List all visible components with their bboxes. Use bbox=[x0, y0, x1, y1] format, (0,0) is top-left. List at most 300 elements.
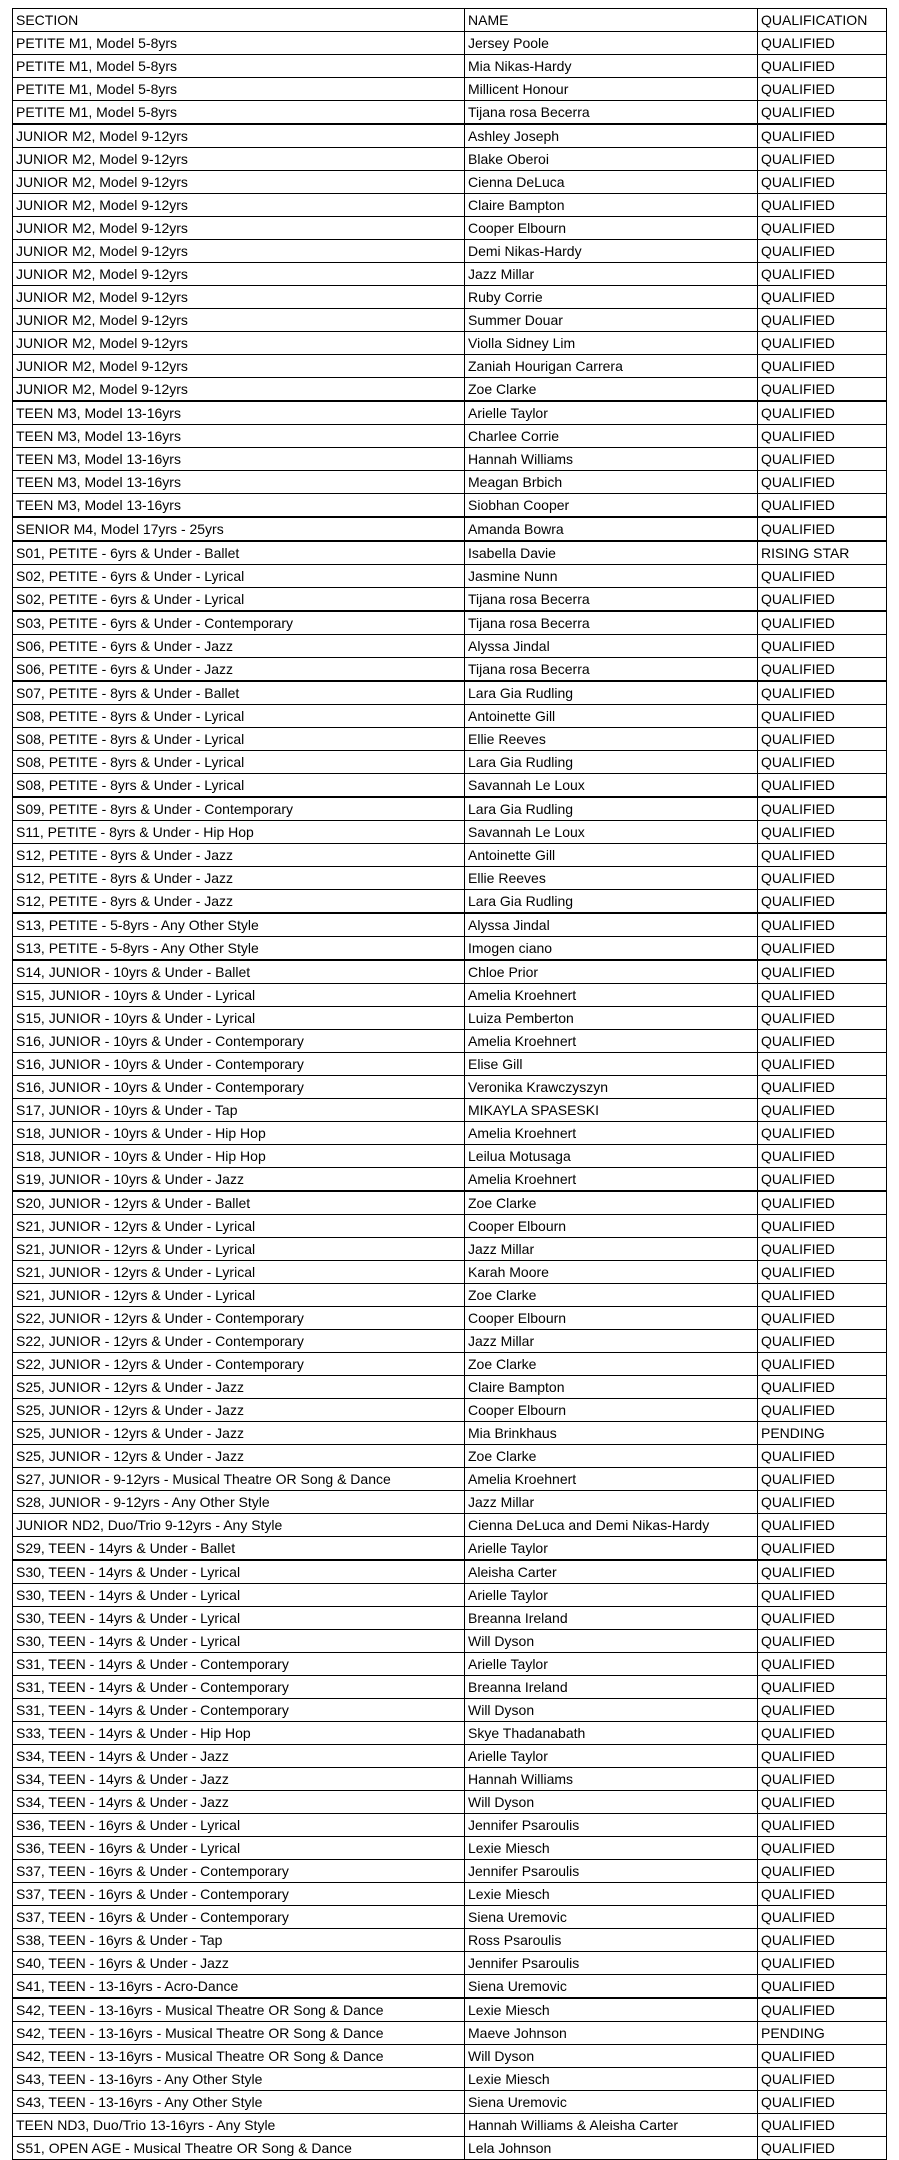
section-cell: S30, TEEN - 14yrs & Under - Lyrical bbox=[13, 1630, 465, 1653]
section-cell: TEEN ND3, Duo/Trio 13-16yrs - Any Style bbox=[13, 2114, 465, 2137]
section-cell: S28, JUNIOR - 9-12yrs - Any Other Style bbox=[13, 1491, 465, 1514]
qualification-cell: QUALIFIED bbox=[758, 1998, 887, 2022]
section-cell: PETITE M1, Model 5-8yrs bbox=[13, 78, 465, 101]
qualification-table bbox=[12, 8, 887, 2160]
table-row bbox=[13, 1145, 887, 1168]
section-cell: S30, TEEN - 14yrs & Under - Lyrical bbox=[13, 1560, 465, 1584]
qualification-cell: QUALIFIED bbox=[758, 844, 887, 867]
table-row bbox=[13, 1307, 887, 1330]
qualification-cell: QUALIFIED bbox=[758, 937, 887, 961]
table-row bbox=[13, 448, 887, 471]
section-column-header: SECTION bbox=[13, 9, 465, 32]
name-cell: Jazz Millar bbox=[465, 263, 758, 286]
section-cell: S42, TEEN - 13-16yrs - Musical Theatre OR Song & Dance bbox=[13, 2022, 465, 2045]
table-row bbox=[13, 867, 887, 890]
table-row bbox=[13, 55, 887, 78]
section-cell: S37, TEEN - 16yrs & Under - Contemporary bbox=[13, 1883, 465, 1906]
section-cell: SENIOR M4, Model 17yrs - 25yrs bbox=[13, 517, 465, 541]
name-cell: Breanna Ireland bbox=[465, 1607, 758, 1630]
table-row bbox=[13, 960, 887, 984]
table-row bbox=[13, 101, 887, 125]
qualification-cell: QUALIFIED bbox=[758, 913, 887, 937]
section-cell: TEEN M3, Model 13-16yrs bbox=[13, 471, 465, 494]
table-row bbox=[13, 1284, 887, 1307]
qualification-cell: QUALIFIED bbox=[758, 1975, 887, 1999]
qualification-cell: QUALIFIED bbox=[758, 1722, 887, 1745]
name-cell: Amelia Kroehnert bbox=[465, 1030, 758, 1053]
name-cell: Savannah Le Loux bbox=[465, 774, 758, 798]
table-row bbox=[13, 1422, 887, 1445]
qualification-cell: QUALIFIED bbox=[758, 1537, 887, 1561]
qualification-cell: QUALIFIED bbox=[758, 705, 887, 728]
name-cell: Jennifer Psaroulis bbox=[465, 1814, 758, 1837]
name-cell: Siena Uremovic bbox=[465, 1906, 758, 1929]
section-cell: S41, TEEN - 13-16yrs - Acro-Dance bbox=[13, 1975, 465, 1999]
section-cell: S08, PETITE - 8yrs & Under - Lyrical bbox=[13, 728, 465, 751]
table-row bbox=[13, 1975, 887, 1999]
table-row bbox=[13, 1537, 887, 1561]
qualification-cell: QUALIFIED bbox=[758, 1145, 887, 1168]
qualification-cell: QUALIFIED bbox=[758, 1860, 887, 1883]
name-cell: Siena Uremovic bbox=[465, 1975, 758, 1999]
section-cell: S15, JUNIOR - 10yrs & Under - Lyrical bbox=[13, 1007, 465, 1030]
name-cell: MIKAYLA SPASESKI bbox=[465, 1099, 758, 1122]
table-row bbox=[13, 263, 887, 286]
qualification-cell: QUALIFIED bbox=[758, 1353, 887, 1376]
section-cell: S34, TEEN - 14yrs & Under - Jazz bbox=[13, 1791, 465, 1814]
section-cell: PETITE M1, Model 5-8yrs bbox=[13, 55, 465, 78]
table-row bbox=[13, 1168, 887, 1192]
qualification-cell: QUALIFIED bbox=[758, 867, 887, 890]
table-row bbox=[13, 401, 887, 425]
name-cell: Lela Johnson bbox=[465, 2137, 758, 2160]
table-row bbox=[13, 681, 887, 705]
qualification-cell: QUALIFIED bbox=[758, 1929, 887, 1952]
qualification-cell: QUALIFIED bbox=[758, 1745, 887, 1768]
section-cell: S03, PETITE - 6yrs & Under - Contemporary bbox=[13, 611, 465, 635]
name-cell: Jennifer Psaroulis bbox=[465, 1952, 758, 1975]
name-cell: Charlee Corrie bbox=[465, 425, 758, 448]
name-cell: Amelia Kroehnert bbox=[465, 1468, 758, 1491]
name-cell: Jazz Millar bbox=[465, 1330, 758, 1353]
qualification-cell: QUALIFIED bbox=[758, 55, 887, 78]
section-cell: S21, JUNIOR - 12yrs & Under - Lyrical bbox=[13, 1238, 465, 1261]
table-row bbox=[13, 1215, 887, 1238]
qualification-cell: QUALIFIED bbox=[758, 1099, 887, 1122]
qualification-cell: QUALIFIED bbox=[758, 1653, 887, 1676]
table-row bbox=[13, 2045, 887, 2068]
qualification-cell: QUALIFIED bbox=[758, 588, 887, 612]
section-cell: S16, JUNIOR - 10yrs & Under - Contemporary bbox=[13, 1076, 465, 1099]
table-row bbox=[13, 1607, 887, 1630]
section-cell: S42, TEEN - 13-16yrs - Musical Theatre OR Song & Dance bbox=[13, 2045, 465, 2068]
name-cell: Hannah Williams bbox=[465, 1768, 758, 1791]
table-row bbox=[13, 1906, 887, 1929]
section-cell: PETITE M1, Model 5-8yrs bbox=[13, 32, 465, 55]
qualification-cell: QUALIFIED bbox=[758, 332, 887, 355]
qualification-cell: QUALIFIED bbox=[758, 2068, 887, 2091]
section-cell: S12, PETITE - 8yrs & Under - Jazz bbox=[13, 844, 465, 867]
name-cell: Antoinette Gill bbox=[465, 705, 758, 728]
qualification-cell: QUALIFIED bbox=[758, 1284, 887, 1307]
name-cell: Jazz Millar bbox=[465, 1238, 758, 1261]
table-row bbox=[13, 425, 887, 448]
section-cell: JUNIOR M2, Model 9-12yrs bbox=[13, 263, 465, 286]
name-cell: Arielle Taylor bbox=[465, 1584, 758, 1607]
section-cell: S20, JUNIOR - 12yrs & Under - Ballet bbox=[13, 1191, 465, 1215]
name-cell: Lexie Miesch bbox=[465, 1998, 758, 2022]
name-cell: Tijana rosa Becerra bbox=[465, 101, 758, 125]
qualification-cell: QUALIFIED bbox=[758, 263, 887, 286]
qualification-cell: QUALIFIED bbox=[758, 1791, 887, 1814]
name-cell: Cienna DeLuca and Demi Nikas-Hardy bbox=[465, 1514, 758, 1537]
table-row bbox=[13, 658, 887, 682]
table-row bbox=[13, 1630, 887, 1653]
qualification-cell: QUALIFIED bbox=[758, 681, 887, 705]
section-cell: S34, TEEN - 14yrs & Under - Jazz bbox=[13, 1768, 465, 1791]
table-row bbox=[13, 78, 887, 101]
qualification-cell: QUALIFIED bbox=[758, 984, 887, 1007]
table-row bbox=[13, 1399, 887, 1422]
table-row bbox=[13, 471, 887, 494]
name-cell: Hannah Williams & Aleisha Carter bbox=[465, 2114, 758, 2137]
table-row bbox=[13, 913, 887, 937]
name-cell: Zoe Clarke bbox=[465, 1191, 758, 1215]
qualification-cell: QUALIFIED bbox=[758, 1906, 887, 1929]
results-document bbox=[12, 8, 887, 2160]
section-cell: JUNIOR M2, Model 9-12yrs bbox=[13, 171, 465, 194]
section-cell: S22, JUNIOR - 12yrs & Under - Contemporary bbox=[13, 1307, 465, 1330]
name-cell: Amelia Kroehnert bbox=[465, 984, 758, 1007]
qualification-cell: QUALIFIED bbox=[758, 355, 887, 378]
section-cell: S08, PETITE - 8yrs & Under - Lyrical bbox=[13, 774, 465, 798]
name-cell: Cooper Elbourn bbox=[465, 217, 758, 240]
section-cell: S16, JUNIOR - 10yrs & Under - Contemporary bbox=[13, 1053, 465, 1076]
name-cell: Ross Psaroulis bbox=[465, 1929, 758, 1952]
table-row bbox=[13, 148, 887, 171]
section-cell: S02, PETITE - 6yrs & Under - Lyrical bbox=[13, 588, 465, 612]
section-cell: S25, JUNIOR - 12yrs & Under - Jazz bbox=[13, 1399, 465, 1422]
name-cell: Ellie Reeves bbox=[465, 867, 758, 890]
name-cell: Blake Oberoi bbox=[465, 148, 758, 171]
section-cell: S40, TEEN - 16yrs & Under - Jazz bbox=[13, 1952, 465, 1975]
qualification-cell: QUALIFIED bbox=[758, 960, 887, 984]
qualification-cell: QUALIFIED bbox=[758, 1261, 887, 1284]
table-row bbox=[13, 751, 887, 774]
section-cell: S15, JUNIOR - 10yrs & Under - Lyrical bbox=[13, 984, 465, 1007]
name-cell: Jazz Millar bbox=[465, 1491, 758, 1514]
qualification-cell: QUALIFIED bbox=[758, 425, 887, 448]
table-row bbox=[13, 2068, 887, 2091]
section-cell: S37, TEEN - 16yrs & Under - Contemporary bbox=[13, 1906, 465, 1929]
section-cell: JUNIOR M2, Model 9-12yrs bbox=[13, 124, 465, 148]
qualification-cell: QUALIFIED bbox=[758, 1053, 887, 1076]
table-row bbox=[13, 1699, 887, 1722]
qualification-cell: QUALIFIED bbox=[758, 240, 887, 263]
section-cell: S13, PETITE - 5-8yrs - Any Other Style bbox=[13, 937, 465, 961]
section-cell: S31, TEEN - 14yrs & Under - Contemporary bbox=[13, 1653, 465, 1676]
name-cell: Maeve Johnson bbox=[465, 2022, 758, 2045]
section-cell: S22, JUNIOR - 12yrs & Under - Contemporary bbox=[13, 1353, 465, 1376]
name-cell: Siena Uremovic bbox=[465, 2091, 758, 2114]
section-cell: S31, TEEN - 14yrs & Under - Contemporary bbox=[13, 1676, 465, 1699]
table-row bbox=[13, 588, 887, 612]
name-cell: Alyssa Jindal bbox=[465, 913, 758, 937]
table-row bbox=[13, 2137, 887, 2160]
qualification-cell: QUALIFIED bbox=[758, 471, 887, 494]
name-cell: Savannah Le Loux bbox=[465, 821, 758, 844]
qualification-cell: QUALIFIED bbox=[758, 821, 887, 844]
qualification-cell: QUALIFIED bbox=[758, 774, 887, 798]
section-cell: S42, TEEN - 13-16yrs - Musical Theatre OR Song & Dance bbox=[13, 1998, 465, 2022]
qualification-cell: QUALIFIED bbox=[758, 611, 887, 635]
name-cell: Will Dyson bbox=[465, 1630, 758, 1653]
name-cell: Imogen ciano bbox=[465, 937, 758, 961]
qualification-cell: QUALIFIED bbox=[758, 751, 887, 774]
qualification-cell: QUALIFIED bbox=[758, 1168, 887, 1192]
table-row bbox=[13, 217, 887, 240]
qualification-cell: QUALIFIED bbox=[758, 2137, 887, 2160]
name-cell: Ashley Joseph bbox=[465, 124, 758, 148]
qualification-cell: QUALIFIED bbox=[758, 1468, 887, 1491]
section-cell: TEEN M3, Model 13-16yrs bbox=[13, 425, 465, 448]
name-cell: Zaniah Hourigan Carrera bbox=[465, 355, 758, 378]
qualification-cell: QUALIFIED bbox=[758, 378, 887, 402]
qualification-cell: QUALIFIED bbox=[758, 1814, 887, 1837]
table-row bbox=[13, 1468, 887, 1491]
qualification-cell: QUALIFIED bbox=[758, 101, 887, 125]
qualification-cell: QUALIFIED bbox=[758, 171, 887, 194]
name-cell: Amanda Bowra bbox=[465, 517, 758, 541]
qualification-cell: QUALIFIED bbox=[758, 1030, 887, 1053]
name-cell: Arielle Taylor bbox=[465, 1653, 758, 1676]
section-cell: JUNIOR M2, Model 9-12yrs bbox=[13, 240, 465, 263]
name-cell: Siobhan Cooper bbox=[465, 494, 758, 518]
section-cell: S25, JUNIOR - 12yrs & Under - Jazz bbox=[13, 1376, 465, 1399]
section-cell: S29, TEEN - 14yrs & Under - Ballet bbox=[13, 1537, 465, 1561]
section-cell: S17, JUNIOR - 10yrs & Under - Tap bbox=[13, 1099, 465, 1122]
name-cell: Lara Gia Rudling bbox=[465, 890, 758, 914]
table-row bbox=[13, 1929, 887, 1952]
table-row bbox=[13, 1883, 887, 1906]
table-row bbox=[13, 1191, 887, 1215]
table-row bbox=[13, 1099, 887, 1122]
qualification-cell: QUALIFIED bbox=[758, 1307, 887, 1330]
table-row bbox=[13, 1791, 887, 1814]
section-cell: S18, JUNIOR - 10yrs & Under - Hip Hop bbox=[13, 1145, 465, 1168]
table-row bbox=[13, 984, 887, 1007]
table-row bbox=[13, 1238, 887, 1261]
table-row bbox=[13, 565, 887, 588]
name-cell: Lexie Miesch bbox=[465, 2068, 758, 2091]
table-row bbox=[13, 1653, 887, 1676]
qualification-cell: QUALIFIED bbox=[758, 1007, 887, 1030]
table-row bbox=[13, 1030, 887, 1053]
table-row bbox=[13, 1076, 887, 1099]
qualification-cell: QUALIFIED bbox=[758, 217, 887, 240]
section-cell: S07, PETITE - 8yrs & Under - Ballet bbox=[13, 681, 465, 705]
table-row bbox=[13, 1122, 887, 1145]
name-cell: Tijana rosa Becerra bbox=[465, 658, 758, 682]
table-row bbox=[13, 1053, 887, 1076]
table-row bbox=[13, 1491, 887, 1514]
section-cell: JUNIOR M2, Model 9-12yrs bbox=[13, 378, 465, 402]
table-row bbox=[13, 2114, 887, 2137]
table-row bbox=[13, 937, 887, 961]
name-cell: Veronika Krawczyszyn bbox=[465, 1076, 758, 1099]
qualification-column-header: QUALIFICATION bbox=[758, 9, 887, 32]
name-cell: Jasmine Nunn bbox=[465, 565, 758, 588]
table-row bbox=[13, 705, 887, 728]
section-cell: JUNIOR M2, Model 9-12yrs bbox=[13, 309, 465, 332]
table-row bbox=[13, 1330, 887, 1353]
table-row bbox=[13, 1745, 887, 1768]
name-cell: Mia Brinkhaus bbox=[465, 1422, 758, 1445]
table-row bbox=[13, 355, 887, 378]
name-cell: Mia Nikas-Hardy bbox=[465, 55, 758, 78]
qualification-cell: QUALIFIED bbox=[758, 1699, 887, 1722]
name-cell: Lara Gia Rudling bbox=[465, 797, 758, 821]
name-cell: Cooper Elbourn bbox=[465, 1307, 758, 1330]
qualification-cell: QUALIFIED bbox=[758, 1676, 887, 1699]
name-cell: Lara Gia Rudling bbox=[465, 751, 758, 774]
table-row bbox=[13, 1353, 887, 1376]
name-cell: Cienna DeLuca bbox=[465, 171, 758, 194]
section-cell: S12, PETITE - 8yrs & Under - Jazz bbox=[13, 890, 465, 914]
table-row bbox=[13, 541, 887, 565]
table-header bbox=[13, 9, 887, 32]
table-row bbox=[13, 1376, 887, 1399]
qualification-cell: QUALIFIED bbox=[758, 494, 887, 518]
name-cell: Arielle Taylor bbox=[465, 1537, 758, 1561]
qualification-cell: QUALIFIED bbox=[758, 309, 887, 332]
name-cell: Aleisha Carter bbox=[465, 1560, 758, 1584]
name-cell: Luiza Pemberton bbox=[465, 1007, 758, 1030]
table-row bbox=[13, 2022, 887, 2045]
qualification-cell: QUALIFIED bbox=[758, 1630, 887, 1653]
qualification-cell: PENDING bbox=[758, 1422, 887, 1445]
section-cell: TEEN M3, Model 13-16yrs bbox=[13, 448, 465, 471]
section-cell: S06, PETITE - 6yrs & Under - Jazz bbox=[13, 635, 465, 658]
name-cell: Arielle Taylor bbox=[465, 401, 758, 425]
table-row bbox=[13, 378, 887, 402]
qualification-cell: QUALIFIED bbox=[758, 1560, 887, 1584]
section-cell: S36, TEEN - 16yrs & Under - Lyrical bbox=[13, 1814, 465, 1837]
qualification-cell: QUALIFIED bbox=[758, 124, 887, 148]
name-cell: Ellie Reeves bbox=[465, 728, 758, 751]
name-cell: Zoe Clarke bbox=[465, 378, 758, 402]
section-cell: S08, PETITE - 8yrs & Under - Lyrical bbox=[13, 705, 465, 728]
name-cell: Zoe Clarke bbox=[465, 1284, 758, 1307]
name-cell: Alyssa Jindal bbox=[465, 635, 758, 658]
name-cell: Millicent Honour bbox=[465, 78, 758, 101]
table-row bbox=[13, 844, 887, 867]
qualification-cell: QUALIFIED bbox=[758, 797, 887, 821]
name-cell: Leilua Motusaga bbox=[465, 1145, 758, 1168]
section-cell: JUNIOR M2, Model 9-12yrs bbox=[13, 332, 465, 355]
qualification-cell: QUALIFIED bbox=[758, 1584, 887, 1607]
section-cell: S22, JUNIOR - 12yrs & Under - Contemporary bbox=[13, 1330, 465, 1353]
section-cell: S11, PETITE - 8yrs & Under - Hip Hop bbox=[13, 821, 465, 844]
name-column-header: NAME bbox=[465, 9, 758, 32]
name-cell: Cooper Elbourn bbox=[465, 1215, 758, 1238]
name-cell: Lexie Miesch bbox=[465, 1883, 758, 1906]
name-cell: Amelia Kroehnert bbox=[465, 1122, 758, 1145]
table-row bbox=[13, 1837, 887, 1860]
table-row bbox=[13, 1722, 887, 1745]
qualification-cell: QUALIFIED bbox=[758, 1952, 887, 1975]
qualification-cell: QUALIFIED bbox=[758, 401, 887, 425]
section-cell: S38, TEEN - 16yrs & Under - Tap bbox=[13, 1929, 465, 1952]
qualification-cell: QUALIFIED bbox=[758, 32, 887, 55]
section-cell: S34, TEEN - 14yrs & Under - Jazz bbox=[13, 1745, 465, 1768]
section-cell: S51, OPEN AGE - Musical Theatre OR Song & Dance bbox=[13, 2137, 465, 2160]
name-cell: Zoe Clarke bbox=[465, 1445, 758, 1468]
name-cell: Will Dyson bbox=[465, 2045, 758, 2068]
qualification-cell: QUALIFIED bbox=[758, 728, 887, 751]
section-cell: JUNIOR M2, Model 9-12yrs bbox=[13, 148, 465, 171]
section-cell: S25, JUNIOR - 12yrs & Under - Jazz bbox=[13, 1445, 465, 1468]
name-cell: Zoe Clarke bbox=[465, 1353, 758, 1376]
section-cell: TEEN M3, Model 13-16yrs bbox=[13, 494, 465, 518]
qualification-cell: PENDING bbox=[758, 2022, 887, 2045]
name-cell: Demi Nikas-Hardy bbox=[465, 240, 758, 263]
section-cell: S09, PETITE - 8yrs & Under - Contemporary bbox=[13, 797, 465, 821]
table-row bbox=[13, 1860, 887, 1883]
name-cell: Breanna Ireland bbox=[465, 1676, 758, 1699]
section-cell: S21, JUNIOR - 12yrs & Under - Lyrical bbox=[13, 1215, 465, 1238]
name-cell: Lara Gia Rudling bbox=[465, 681, 758, 705]
table-row bbox=[13, 32, 887, 55]
table-row bbox=[13, 1998, 887, 2022]
name-cell: Tijana rosa Becerra bbox=[465, 611, 758, 635]
table-row bbox=[13, 1676, 887, 1699]
section-cell: S43, TEEN - 13-16yrs - Any Other Style bbox=[13, 2068, 465, 2091]
name-cell: Chloe Prior bbox=[465, 960, 758, 984]
qualification-cell: QUALIFIED bbox=[758, 1191, 887, 1215]
name-cell: Will Dyson bbox=[465, 1791, 758, 1814]
section-cell: S16, JUNIOR - 10yrs & Under - Contemporary bbox=[13, 1030, 465, 1053]
table-row bbox=[13, 171, 887, 194]
qualification-cell: QUALIFIED bbox=[758, 2045, 887, 2068]
name-cell: Elise Gill bbox=[465, 1053, 758, 1076]
table-row bbox=[13, 611, 887, 635]
name-cell: Tijana rosa Becerra bbox=[465, 588, 758, 612]
table-row bbox=[13, 1814, 887, 1837]
qualification-cell: QUALIFIED bbox=[758, 194, 887, 217]
table-row bbox=[13, 517, 887, 541]
name-cell: Claire Bampton bbox=[465, 1376, 758, 1399]
section-cell: S01, PETITE - 6yrs & Under - Ballet bbox=[13, 541, 465, 565]
qualification-cell: QUALIFIED bbox=[758, 1238, 887, 1261]
qualification-cell: QUALIFIED bbox=[758, 1837, 887, 1860]
section-cell: S06, PETITE - 6yrs & Under - Jazz bbox=[13, 658, 465, 682]
section-cell: S36, TEEN - 16yrs & Under - Lyrical bbox=[13, 1837, 465, 1860]
name-cell: Isabella Davie bbox=[465, 541, 758, 565]
section-cell: S30, TEEN - 14yrs & Under - Lyrical bbox=[13, 1607, 465, 1630]
section-cell: S33, TEEN - 14yrs & Under - Hip Hop bbox=[13, 1722, 465, 1745]
qualification-cell: QUALIFIED bbox=[758, 2091, 887, 2114]
qualification-cell: QUALIFIED bbox=[758, 148, 887, 171]
name-cell: Karah Moore bbox=[465, 1261, 758, 1284]
name-cell: Summer Douar bbox=[465, 309, 758, 332]
table-row bbox=[13, 1514, 887, 1537]
table-row bbox=[13, 286, 887, 309]
name-cell: Meagan Brbich bbox=[465, 471, 758, 494]
table-row bbox=[13, 332, 887, 355]
table-row bbox=[13, 494, 887, 518]
qualification-cell: QUALIFIED bbox=[758, 1376, 887, 1399]
